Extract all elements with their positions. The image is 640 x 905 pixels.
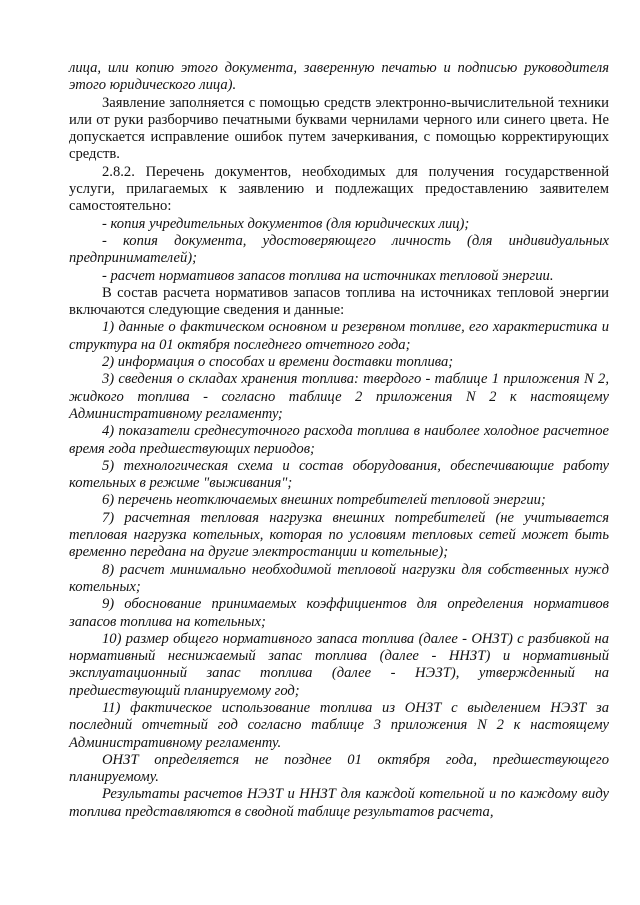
list-item-fuel-reserve-calculation: - расчет нормативов запасов топлива на источниках тепловой энергии. [102,267,554,284]
list-item-10: 10) размер общего нормативного запаса топлива (далее - ОНЗТ) с разбивкой на нормативный неснижаемый запас топлива (далее - ННЗТ) и нормативный эксплуатационный запас топлива (далее - НЭЗТ), утвержденный на предшествующий планируемому год; [69,630,609,699]
paragraph-onzt-deadline: ОНЗТ определяется не позднее 01 октября года, предшествующего планируемому. [69,751,609,786]
list-item-7: 7) расчетная тепловая нагрузка внешних потребителей (не учитывается тепловая нагрузка котельных, которая по условиям тепловых сетей может быть временно передана на другие электростанции и котельные); [69,509,609,561]
list-item-identity-document: - копия документа, удостоверяющего личность (для индивидуальных предпринимателей); [69,232,609,267]
paragraph-section-2-8-2: 2.8.2. Перечень документов, необходимых для получения государственной услуги, прилагаемых к заявлению и подлежащих предоставлению заявителем самостоятельно: [69,163,609,215]
list-item-8: 8) расчет минимально необходимой тепловой нагрузки для собственных нужд котельных; [69,561,609,595]
list-item-4: 4) показатели среднесуточного расхода топлива в наиболее холодное расчетное время года предшествующих периодов; [69,423,609,457]
list-item-1: 1) данные о фактическом основном и резервном топливе, его характеристика и структура на 01 октября последнего отчетного года; [69,319,609,353]
paragraph-legal-entity-copy: лица, или копию этого документа, заверенную печатью и подписью руководителя этого юридического лица). [69,60,609,94]
list-item-2: 2) информация о способах и времени доставки топлива; [102,354,454,371]
list-item-3: 3) сведения о складах хранения топлива: твердого - таблице 1 приложения N 2, жидкого топлива - согласно таблице 2 приложения N 2 к настоящему Административному регламенту; [69,371,609,422]
list-item-6: 6) перечень неотключаемых внешних потребителей тепловой энергии; [102,492,546,509]
paragraph-application-filling: Заявление заполняется с помощью средств электронно-вычислительной техники или от руки разборчиво печатными буквами чернилами черного или синего цвета. Не допускается исправление ошибок путем зачеркивания, с помощью корректирующих средств. [69,94,609,163]
paragraph-results-summary: Результаты расчетов НЭЗТ и ННЗТ для каждой котельной и по каждому виду топлива представляются в сводной таблице результатов расчета, [69,786,609,820]
document-body [69,60,609,821]
list-item-11: 11) фактическое использование топлива из ОНЗТ с выделением НЭЗТ за последний отчетный год согласно таблице 3 приложения N 2 к настоящему Административному регламенту. [69,699,609,751]
list-item-5: 5) технологическая схема и состав оборудования, обеспечивающие работу котельных в режиме "выживания"; [69,457,609,492]
paragraph-calculation-contents: В состав расчета нормативов запасов топлива на источниках тепловой энергии включаются следующие сведения и данные: [69,284,609,319]
list-item-founding-documents: - копия учредительных документов (для юридических лиц); [102,215,470,232]
list-item-9: 9) обоснование принимаемых коэффициентов для определения нормативов запасов топлива на котельных; [69,596,609,630]
